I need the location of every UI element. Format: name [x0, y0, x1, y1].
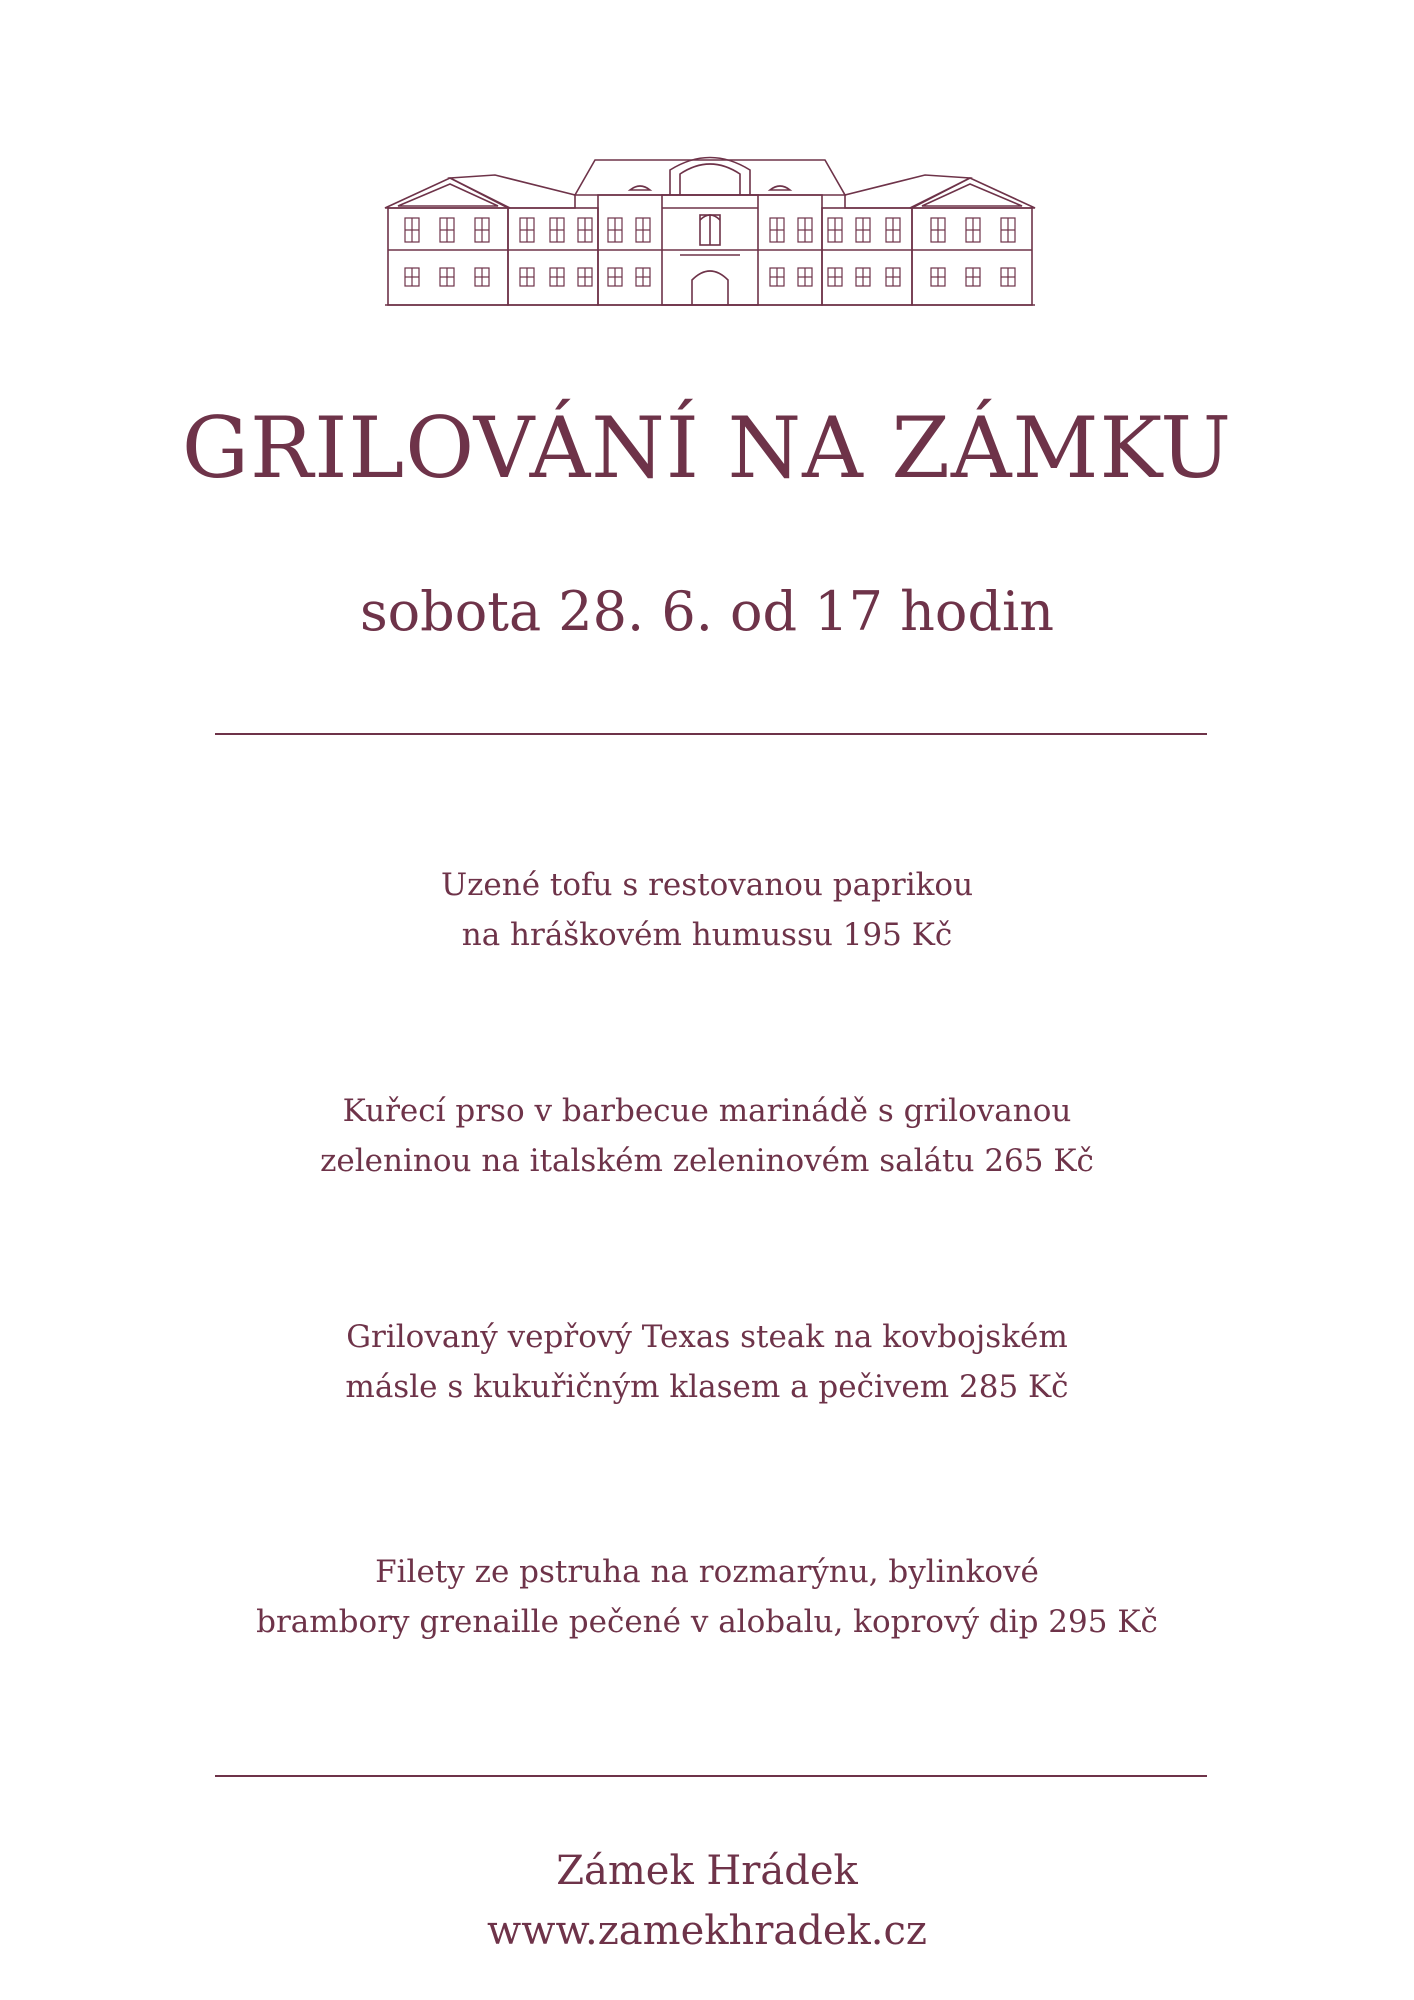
menu-item — [0, 1086, 1414, 1186]
menu-item — [0, 860, 1414, 960]
menu-item — [0, 1547, 1414, 1647]
menu-item-line: másle s kukuřičným klasem a pečivem 285 Kč — [345, 1369, 1069, 1405]
menu-item-line: brambory grenaille pečené v alobalu, koprový dip 295 Kč — [256, 1604, 1158, 1640]
menu-item-line: Filety ze pstruha na rozmarýnu, bylinkové — [375, 1554, 1039, 1590]
menu-item-line: na hráškovém humussu 195 Kč — [461, 917, 953, 953]
venue-website: www.zamekhradek.cz — [487, 1908, 927, 1954]
menu-item-line: Uzené tofu s restovanou paprikou — [440, 867, 974, 903]
castle-building-icon — [380, 150, 1040, 310]
top-divider — [215, 733, 1207, 735]
menu-item-line: zeleninou na italském zeleninovém salátu 265 Kč — [320, 1143, 1094, 1179]
event-date: sobota 28. 6. od 17 hodin — [359, 580, 1055, 643]
page-title: GRILOVÁNÍ NA ZÁMKU — [181, 399, 1233, 497]
bottom-divider — [215, 1775, 1207, 1777]
menu-item — [0, 1312, 1414, 1412]
menu-item-line: Grilovaný vepřový Texas steak na kovbojském — [346, 1319, 1068, 1355]
menu-item-line: Kuřecí prso v barbecue marinádě s grilovanou — [342, 1093, 1072, 1129]
venue-name: Zámek Hrádek — [556, 1848, 858, 1894]
